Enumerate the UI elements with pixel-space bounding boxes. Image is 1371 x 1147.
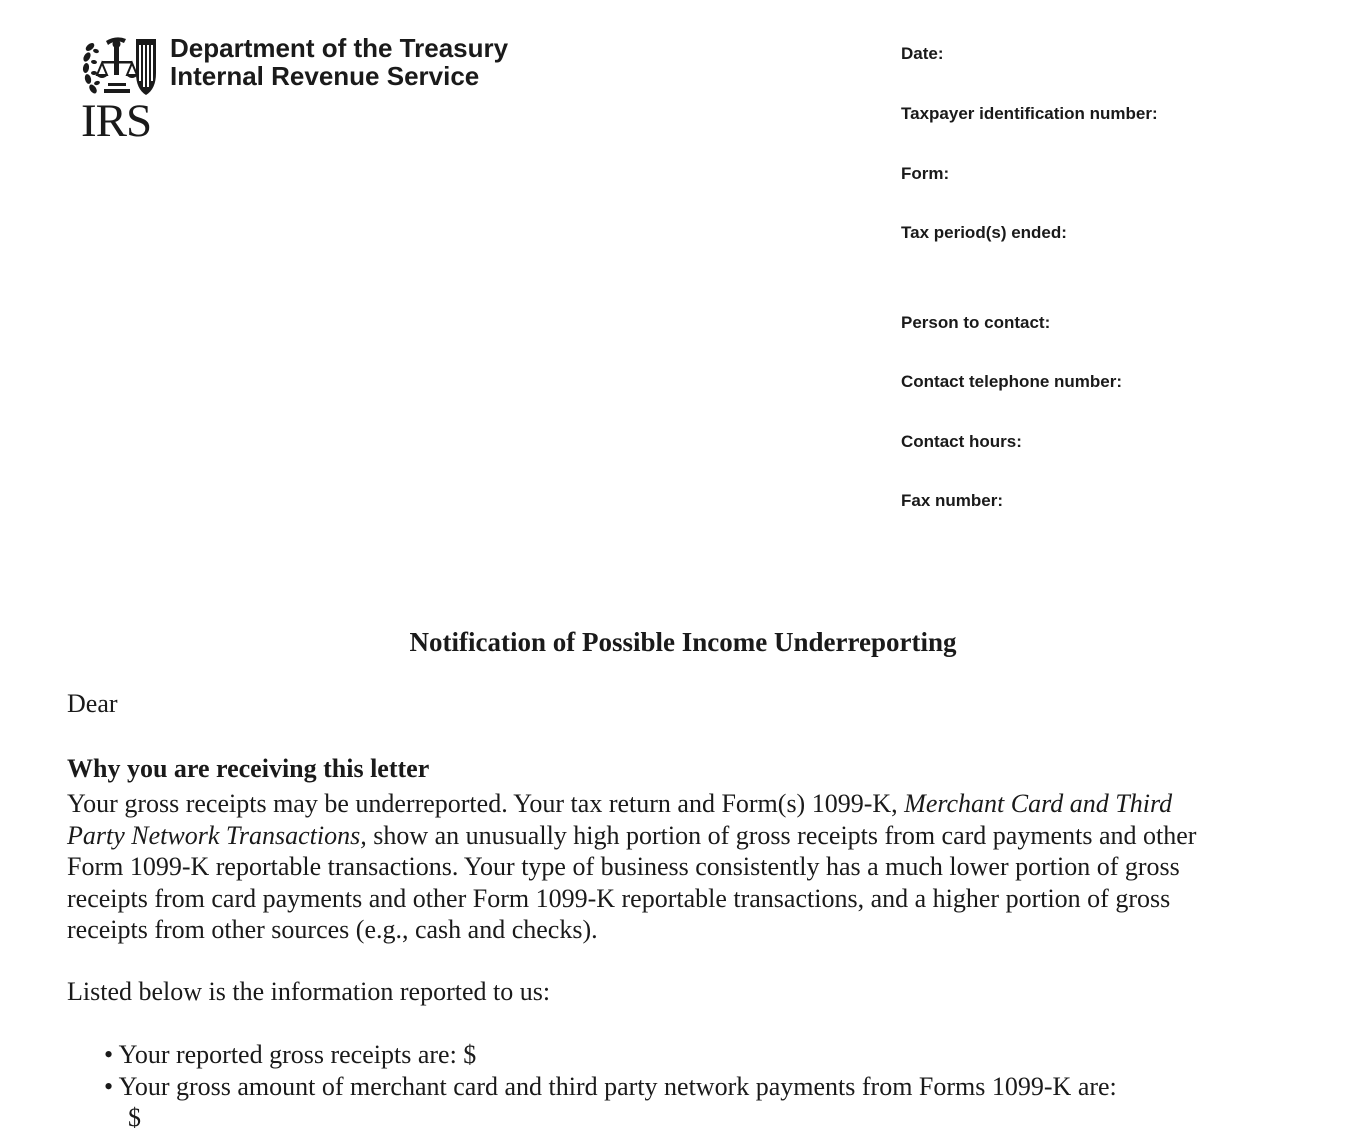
paragraph-line: receipts from other sources (e.g., cash and checks). xyxy=(67,915,598,945)
list-item: • Your reported gross receipts are: $ xyxy=(104,1040,477,1069)
irs-eagle-emblem-icon xyxy=(80,33,160,101)
info-label-tin: Taxpayer identification number: xyxy=(901,104,1158,123)
info-label-tax-period: Tax period(s) ended: xyxy=(901,223,1067,242)
paragraph-line xyxy=(67,788,1277,820)
paragraph-line: Form 1099-K reportable transactions. Your type of business consistently has a much lower portion of gross xyxy=(67,852,1180,882)
info-label-date: Date: xyxy=(901,44,944,63)
paragraph-text: show an unusually high portion of gross receipts from card payments and other xyxy=(366,820,1197,850)
agency-line-treasury: Department of the Treasury xyxy=(170,33,509,63)
form-title-italic: Party Network Transactions, xyxy=(67,820,367,850)
list-item-text: Your gross amount of merchant card and third party network payments from Forms 1099-K are: xyxy=(118,1071,1117,1101)
greeting: Dear xyxy=(67,689,118,718)
agency-name xyxy=(170,34,508,90)
paragraph-line: receipts from card payments and other Form 1099-K reportable transactions, and a higher portion of gross xyxy=(67,883,1171,913)
irs-wordmark: IRS xyxy=(81,95,152,147)
info-label-person-to-contact: Person to contact: xyxy=(901,313,1051,332)
paragraph-line xyxy=(67,820,1277,852)
listed-intro: Listed below is the information reported to us: xyxy=(67,977,551,1006)
info-label-contact-phone: Contact telephone number: xyxy=(901,372,1123,391)
agency-line-irs: Internal Revenue Service xyxy=(170,61,480,91)
list-item: • Your gross amount of merchant card and third party network payments from Forms 1099-K are: $ xyxy=(104,1071,1117,1133)
info-label-fax: Fax number: xyxy=(901,491,1004,510)
section-heading: Why you are receiving this letter xyxy=(67,754,430,783)
info-label-form: Form: xyxy=(901,164,950,183)
list-item-text: Your reported gross receipts are: $ xyxy=(118,1040,477,1069)
reported-info-list xyxy=(104,1039,1117,1134)
info-label-contact-hours: Contact hours: xyxy=(901,432,1022,451)
irs-logo xyxy=(80,33,162,147)
paragraph-text: Your gross receipts may be underreported. Your tax return and Form(s) 1099-K, xyxy=(67,789,905,818)
letter-title: Notification of Possible Income Underreporting xyxy=(409,627,957,657)
form-title-italic: Merchant Card and Third xyxy=(904,789,1173,818)
list-item-continuation: $ xyxy=(128,1103,141,1133)
explanation-paragraph xyxy=(67,788,1277,946)
